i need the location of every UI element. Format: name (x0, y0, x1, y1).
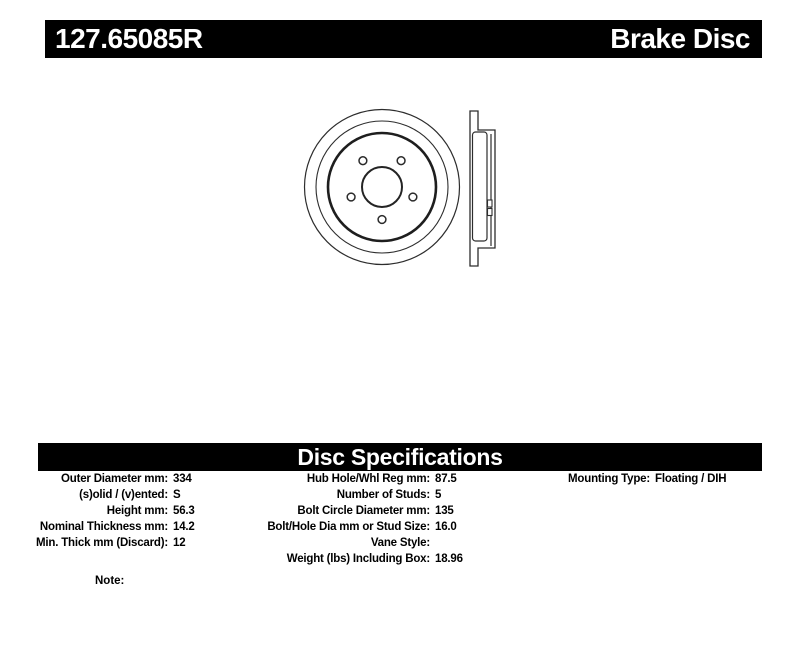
disc-friction-ring (316, 121, 448, 253)
spec-value: 12 (173, 537, 186, 549)
spec-label: Hub Hole/Whl Reg mm: (306, 473, 430, 485)
spec-row (38, 489, 181, 505)
spec-value: 14.2 (173, 521, 195, 533)
spec-label: Weight (lbs) Including Box: (286, 553, 430, 565)
spec-value: 87.5 (435, 473, 457, 485)
product-title: Brake Disc (610, 23, 750, 54)
spec-row (285, 473, 457, 489)
spec-label: Mounting Type: (568, 473, 650, 485)
spec-label: Outer Diameter mm: (61, 473, 168, 485)
spec-label: Bolt/Hole Dia mm or Stud Size: (267, 521, 430, 533)
bolt-hole (397, 157, 405, 165)
spec-column-left (36, 473, 195, 553)
note-label: Note: (95, 575, 125, 587)
spec-row (285, 553, 463, 569)
disc-hat-edge (328, 133, 436, 241)
disc-center-hole (362, 167, 402, 207)
spec-label: Number of Studs: (336, 489, 430, 501)
spec-label: Height mm: (106, 505, 168, 517)
spec-row (540, 473, 727, 489)
spec-row (38, 521, 195, 537)
spec-row (285, 537, 430, 553)
bolt-hole (378, 216, 386, 224)
spec-value: 135 (435, 505, 454, 517)
spec-column-right (540, 473, 727, 489)
spec-label: Bolt Circle Diameter mm: (297, 505, 430, 517)
bolt-hole (347, 193, 355, 201)
spec-label: Min. Thick mm (Discard): (36, 537, 168, 549)
spec-value: 18.96 (435, 553, 463, 565)
spec-label: (s)olid / (v)ented: (79, 489, 168, 501)
side-hat-section (473, 132, 488, 241)
spec-value: Floating / DIH (655, 473, 727, 485)
part-number: 127.65085R (55, 23, 203, 54)
spec-section-title: Disc Specifications (297, 443, 503, 470)
spec-value: 5 (435, 489, 442, 501)
spec-section-title-bar (38, 443, 762, 471)
spec-label: Nominal Thickness mm: (39, 521, 168, 533)
spec-row (36, 537, 186, 553)
spec-column-middle (267, 473, 463, 569)
spec-value: 56.3 (173, 505, 195, 517)
spec-label: Vane Style: (370, 537, 430, 549)
disc-front-view (305, 110, 460, 265)
bolt-hole (359, 157, 367, 165)
technical-drawing (278, 88, 528, 283)
spec-row (285, 505, 454, 521)
side-stud-notch (488, 209, 493, 216)
spec-row (38, 505, 195, 521)
spec-row (285, 489, 442, 505)
header-bar (45, 20, 762, 58)
side-stud-notch (488, 200, 493, 207)
spec-row (38, 473, 192, 489)
spec-value: 334 (173, 473, 192, 485)
bolt-hole (409, 193, 417, 201)
disc-side-view (470, 111, 495, 266)
spec-row (267, 521, 457, 537)
spec-value: 16.0 (435, 521, 457, 533)
spec-value: S (173, 489, 181, 501)
